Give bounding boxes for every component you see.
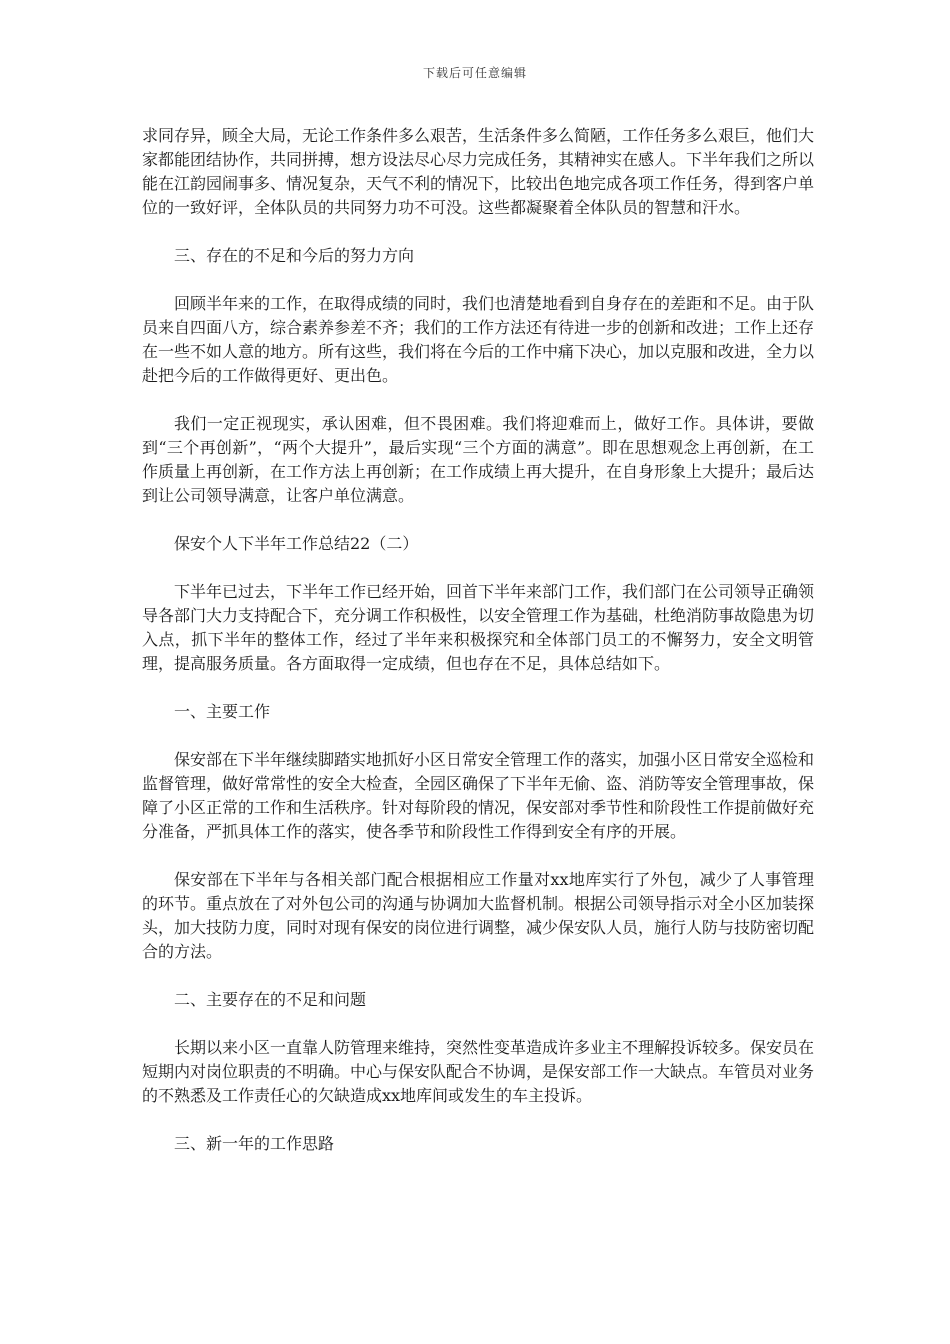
section-heading: 一、主要工作 [174,702,271,721]
paragraph: 我们一定正视现实，承认困难，但不畏困难。我们将迎难而上，做好工作。具体讲，要做到“三个再创新”，“两个大提升”，最后实现“三个方面的满意”。即在思想观念上再创新，在工作质量上再创新，在工作方法上再创新；在工作成绩上再大提升，在自身形象上大提升；最后达到让公司领导满意，让客户单位满意。 [142,414,815,505]
section-heading: 二、主要存在的不足和问题 [174,990,367,1009]
document-body [142,124,814,1156]
paragraph: 求同存异，顾全大局，无论工作条件多么艰苦，生活条件多么简陋，工作任务多么艰巨，他们大家都能团结协作，共同拼搏，想方设法尽心尽力完成任务，其精神实在感人。下半年我们之所以能在江韵园闹事多、情况复杂，天气不利的情况下，比较出色地完成各项工作任务，得到客户单位的一致好评，全体队员的共同努力功不可没。这些都凝聚着全体队员的智慧和汗水。 [142,126,815,217]
paragraph: 长期以来小区一直靠人防管理来维持，突然性变革造成许多业主不理解投诉较多。保安员在短期内对岗位职责的不明确。中心与保安队配合不协调，是保安部工作一大缺点。车管员对业务的不熟悉及工作责任心的欠缺造成xx地库间或发生的车主投诉。 [142,1038,815,1105]
paragraph: 保安部在下半年继续脚踏实地抓好小区日常安全管理工作的落实，加强小区日常安全巡检和监督管理，做好常常性的安全大检查，全园区确保了下半年无偷、盗、消防等安全管理事故，保障了小区正常的工作和生活秩序。针对每阶段的情况，保安部对季节性和阶段性工作提前做好充分准备，严抓具体工作的落实，使各季节和阶段性工作得到安全有序的开展。 [142,750,815,841]
paragraph: 下半年已过去，下半年工作已经开始，回首下半年来部门工作，我们部门在公司领导正确领导各部门大力支持配合下，充分调工作积极性，以安全管理工作为基础，杜绝消防事故隐患为切入点，抓下半年的整体工作，经过了半年来积极探究和全体部门员工的不懈努力，安全文明管理，提高服务质量。各方面取得一定成绩，但也存在不足，具体总结如下。 [142,582,815,673]
page-header: 下载后可任意编辑 [422,66,527,80]
section-heading: 三、存在的不足和今后的努力方向 [174,246,415,265]
section-heading: 三、新一年的工作思路 [174,1134,335,1153]
paragraph: 保安部在下半年与各相关部门配合根据相应工作量对xx地库实行了外包，减少了人事管理的环节。重点放在了对外包公司的沟通与协调加大监督机制。根据公司领导指示对全小区加装探头，加大技防力度，同时对现有保安的岗位进行调整，减少保安队人员，施行人防与技防密切配合的方法。 [142,870,815,961]
paragraph: 回顾半年来的工作，在取得成绩的同时，我们也清楚地看到自身存在的差距和不足。由于队员来自四面八方，综合素养参差不齐；我们的工作方法还有待进一步的创新和改进；工作上还存在一些不如人意的地方。所有这些，我们将在今后的工作中痛下决心，加以克服和改进，全力以赴把今后的工作做得更好、更出色。 [142,294,815,385]
section-heading: 保安个人下半年工作总结22（二） [174,534,419,553]
